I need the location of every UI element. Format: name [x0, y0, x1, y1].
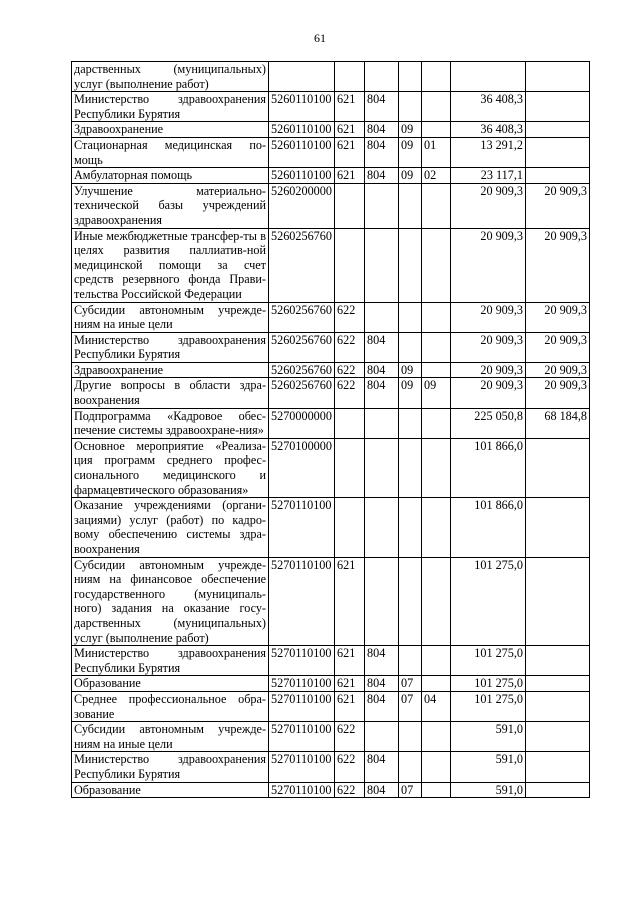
- subsection-cell: [422, 408, 451, 438]
- budget-table: [71, 61, 590, 798]
- target-article-cell: 5270100000: [269, 438, 335, 497]
- item-name-cell: Образование: [72, 782, 269, 798]
- subsection-cell: [422, 332, 451, 362]
- target-article-cell: 5260256760: [269, 228, 335, 302]
- section-cell: 07: [399, 676, 422, 692]
- table-row: [72, 92, 590, 122]
- expense-type-cell: 621: [335, 557, 365, 646]
- subsection-cell: [422, 782, 451, 798]
- section-cell: 07: [399, 691, 422, 721]
- amount-2-cell: 68 184,8: [526, 408, 590, 438]
- amount-1-cell: 101 275,0: [451, 676, 526, 692]
- subsection-cell: [422, 228, 451, 302]
- table-row: [72, 722, 590, 752]
- target-article-cell: [269, 62, 335, 92]
- amount-1-cell: 101 275,0: [451, 646, 526, 676]
- subsection-cell: [422, 92, 451, 122]
- budget-holder-cell: [365, 722, 399, 752]
- expense-type-cell: [335, 62, 365, 92]
- budget-holder-cell: 804: [365, 378, 399, 408]
- amount-2-cell: [526, 691, 590, 721]
- item-name-cell: Субсидии автономным учрежде-ниям на финансовое обеспечение государственного (муниципаль-ного) задания на оказание госу-дарственных (муниципальных) услуг (выполнение работ): [72, 557, 269, 646]
- amount-2-cell: 20 909,3: [526, 362, 590, 378]
- expense-type-cell: 622: [335, 332, 365, 362]
- subsection-cell: [422, 557, 451, 646]
- item-name-cell: Министерство здравоохранения Республики Бурятия: [72, 92, 269, 122]
- table-row: [72, 498, 590, 557]
- section-cell: 09: [399, 378, 422, 408]
- expense-type-cell: 622: [335, 302, 365, 332]
- target-article-cell: 5270110100: [269, 722, 335, 752]
- budget-holder-cell: 804: [365, 92, 399, 122]
- subsection-cell: [422, 183, 451, 228]
- item-name-cell: Среднее профессиональное обра-зование: [72, 691, 269, 721]
- section-cell: [399, 646, 422, 676]
- item-name-cell: Субсидии автономным учрежде-ниям на иные цели: [72, 302, 269, 332]
- target-article-cell: 5270110100: [269, 498, 335, 557]
- section-cell: 09: [399, 168, 422, 184]
- section-cell: [399, 752, 422, 782]
- table-row: [72, 691, 590, 721]
- amount-2-cell: [526, 646, 590, 676]
- table-row: [72, 676, 590, 692]
- subsection-cell: [422, 438, 451, 497]
- amount-1-cell: 225 050,8: [451, 408, 526, 438]
- subsection-cell: 02: [422, 168, 451, 184]
- amount-2-cell: [526, 498, 590, 557]
- section-cell: [399, 438, 422, 497]
- budget-holder-cell: [365, 183, 399, 228]
- subsection-cell: [422, 646, 451, 676]
- budget-holder-cell: 804: [365, 332, 399, 362]
- target-article-cell: 5260256760: [269, 332, 335, 362]
- table-row: [72, 137, 590, 167]
- expense-type-cell: [335, 228, 365, 302]
- section-cell: 09: [399, 137, 422, 167]
- amount-1-cell: 101 275,0: [451, 557, 526, 646]
- amount-2-cell: 20 909,3: [526, 332, 590, 362]
- expense-type-cell: [335, 498, 365, 557]
- item-name-cell: Субсидии автономным учрежде-ниям на иные цели: [72, 722, 269, 752]
- table-row: [72, 183, 590, 228]
- table-row: [72, 557, 590, 646]
- budget-holder-cell: [365, 498, 399, 557]
- amount-2-cell: [526, 62, 590, 92]
- subsection-cell: [422, 62, 451, 92]
- expense-type-cell: [335, 408, 365, 438]
- budget-holder-cell: 804: [365, 137, 399, 167]
- amount-2-cell: [526, 557, 590, 646]
- budget-holder-cell: [365, 228, 399, 302]
- expense-type-cell: 621: [335, 646, 365, 676]
- item-name-cell: Образование: [72, 676, 269, 692]
- budget-holder-cell: 804: [365, 691, 399, 721]
- expense-type-cell: 621: [335, 691, 365, 721]
- table-row: [72, 62, 590, 92]
- target-article-cell: 5260256760: [269, 302, 335, 332]
- amount-2-cell: 20 909,3: [526, 183, 590, 228]
- amount-1-cell: 13 291,2: [451, 137, 526, 167]
- table-row: [72, 362, 590, 378]
- expense-type-cell: 621: [335, 676, 365, 692]
- table-row: [72, 646, 590, 676]
- page-number: 61: [314, 31, 326, 45]
- amount-1-cell: 591,0: [451, 752, 526, 782]
- item-name-cell: Другие вопросы в области здра-воохранения: [72, 378, 269, 408]
- budget-holder-cell: [365, 62, 399, 92]
- section-cell: [399, 92, 422, 122]
- target-article-cell: 5270110100: [269, 676, 335, 692]
- expense-type-cell: 622: [335, 782, 365, 798]
- table-row: [72, 782, 590, 798]
- section-cell: [399, 332, 422, 362]
- amount-1-cell: 591,0: [451, 782, 526, 798]
- section-cell: 09: [399, 122, 422, 138]
- amount-2-cell: [526, 782, 590, 798]
- budget-holder-cell: [365, 302, 399, 332]
- section-cell: [399, 183, 422, 228]
- amount-1-cell: 101 275,0: [451, 691, 526, 721]
- amount-2-cell: [526, 137, 590, 167]
- amount-2-cell: [526, 122, 590, 138]
- amount-1-cell: 20 909,3: [451, 228, 526, 302]
- subsection-cell: [422, 676, 451, 692]
- subsection-cell: [422, 498, 451, 557]
- target-article-cell: 5270110100: [269, 782, 335, 798]
- amount-2-cell: 20 909,3: [526, 302, 590, 332]
- item-name-cell: Иные межбюджетные трансфер-ты в целях развития паллиатив-ной медицинской помощи за счет средств резервного фонда Прави-тельства Российской Федерации: [72, 228, 269, 302]
- budget-holder-cell: 804: [365, 362, 399, 378]
- amount-2-cell: [526, 676, 590, 692]
- amount-1-cell: 20 909,3: [451, 302, 526, 332]
- amount-1-cell: 20 909,3: [451, 362, 526, 378]
- item-name-cell: Стационарная медицинская по-мощь: [72, 137, 269, 167]
- amount-1-cell: 23 117,1: [451, 168, 526, 184]
- item-name-cell: Амбулаторная помощь: [72, 168, 269, 184]
- section-cell: [399, 228, 422, 302]
- expense-type-cell: 622: [335, 722, 365, 752]
- subsection-cell: [422, 122, 451, 138]
- target-article-cell: 5270110100: [269, 752, 335, 782]
- table-row: [72, 122, 590, 138]
- section-cell: [399, 408, 422, 438]
- budget-holder-cell: 804: [365, 122, 399, 138]
- target-article-cell: 5260110100: [269, 122, 335, 138]
- table-row: [72, 378, 590, 408]
- budget-holder-cell: 804: [365, 752, 399, 782]
- table-row: [72, 168, 590, 184]
- section-cell: [399, 498, 422, 557]
- amount-2-cell: [526, 438, 590, 497]
- subsection-cell: [422, 302, 451, 332]
- subsection-cell: 04: [422, 691, 451, 721]
- budget-holder-cell: [365, 557, 399, 646]
- section-cell: 09: [399, 362, 422, 378]
- section-cell: [399, 62, 422, 92]
- target-article-cell: 5260256760: [269, 378, 335, 408]
- table-row: [72, 228, 590, 302]
- expense-type-cell: 621: [335, 92, 365, 122]
- section-cell: [399, 302, 422, 332]
- amount-2-cell: 20 909,3: [526, 378, 590, 408]
- target-article-cell: 5260110100: [269, 168, 335, 184]
- amount-1-cell: 20 909,3: [451, 378, 526, 408]
- table-row: [72, 438, 590, 497]
- item-name-cell: Подпрограмма «Кадровое обес-печение системы здравоохране-ния»: [72, 408, 269, 438]
- table-row: [72, 408, 590, 438]
- item-name-cell: Оказание учреждениями (органи-зациями) услуг (работ) по кадро-вому обеспечению системы здра-воохранения: [72, 498, 269, 557]
- budget-holder-cell: [365, 438, 399, 497]
- expense-type-cell: 621: [335, 137, 365, 167]
- amount-2-cell: 20 909,3: [526, 228, 590, 302]
- item-name-cell: Министерство здравоохранения Республики Бурятия: [72, 646, 269, 676]
- item-name-cell: Улучшение материально-технической базы учреждений здравоохранения: [72, 183, 269, 228]
- target-article-cell: 5260110100: [269, 137, 335, 167]
- subsection-cell: [422, 722, 451, 752]
- target-article-cell: 5260200000: [269, 183, 335, 228]
- expense-type-cell: 622: [335, 378, 365, 408]
- amount-2-cell: [526, 92, 590, 122]
- expense-type-cell: 621: [335, 168, 365, 184]
- item-name-cell: Здравоохранение: [72, 122, 269, 138]
- amount-1-cell: [451, 62, 526, 92]
- budget-holder-cell: 804: [365, 646, 399, 676]
- target-article-cell: 5270110100: [269, 691, 335, 721]
- subsection-cell: 09: [422, 378, 451, 408]
- target-article-cell: 5260256760: [269, 362, 335, 378]
- amount-2-cell: [526, 168, 590, 184]
- expense-type-cell: 621: [335, 122, 365, 138]
- amount-2-cell: [526, 722, 590, 752]
- budget-holder-cell: 804: [365, 676, 399, 692]
- amount-1-cell: 36 408,3: [451, 92, 526, 122]
- budget-holder-cell: 804: [365, 168, 399, 184]
- item-name-cell: Министерство здравоохранения Республики Бурятия: [72, 752, 269, 782]
- section-cell: [399, 722, 422, 752]
- amount-1-cell: 101 866,0: [451, 498, 526, 557]
- subsection-cell: [422, 362, 451, 378]
- section-cell: [399, 557, 422, 646]
- expense-type-cell: [335, 438, 365, 497]
- budget-table-body: [72, 62, 590, 798]
- amount-1-cell: 20 909,3: [451, 183, 526, 228]
- budget-holder-cell: [365, 408, 399, 438]
- expense-type-cell: [335, 183, 365, 228]
- subsection-cell: [422, 752, 451, 782]
- target-article-cell: 5270110100: [269, 646, 335, 676]
- expense-type-cell: 622: [335, 752, 365, 782]
- target-article-cell: 5270110100: [269, 557, 335, 646]
- table-row: [72, 752, 590, 782]
- item-name-cell: Министерство здравоохранения Республики Бурятия: [72, 332, 269, 362]
- amount-2-cell: [526, 752, 590, 782]
- budget-holder-cell: 804: [365, 782, 399, 798]
- item-name-cell: Здравоохранение: [72, 362, 269, 378]
- item-name-cell: Основное мероприятие «Реализа-ция программ среднего профес-сионального медицинского и фармацевтического образования»: [72, 438, 269, 497]
- subsection-cell: 01: [422, 137, 451, 167]
- amount-1-cell: 20 909,3: [451, 332, 526, 362]
- item-name-cell: дарственных (муниципальных) услуг (выполнение работ): [72, 62, 269, 92]
- target-article-cell: 5270000000: [269, 408, 335, 438]
- amount-1-cell: 36 408,3: [451, 122, 526, 138]
- amount-1-cell: 591,0: [451, 722, 526, 752]
- section-cell: 07: [399, 782, 422, 798]
- amount-1-cell: 101 866,0: [451, 438, 526, 497]
- table-row: [72, 332, 590, 362]
- expense-type-cell: 622: [335, 362, 365, 378]
- target-article-cell: 5260110100: [269, 92, 335, 122]
- table-row: [72, 302, 590, 332]
